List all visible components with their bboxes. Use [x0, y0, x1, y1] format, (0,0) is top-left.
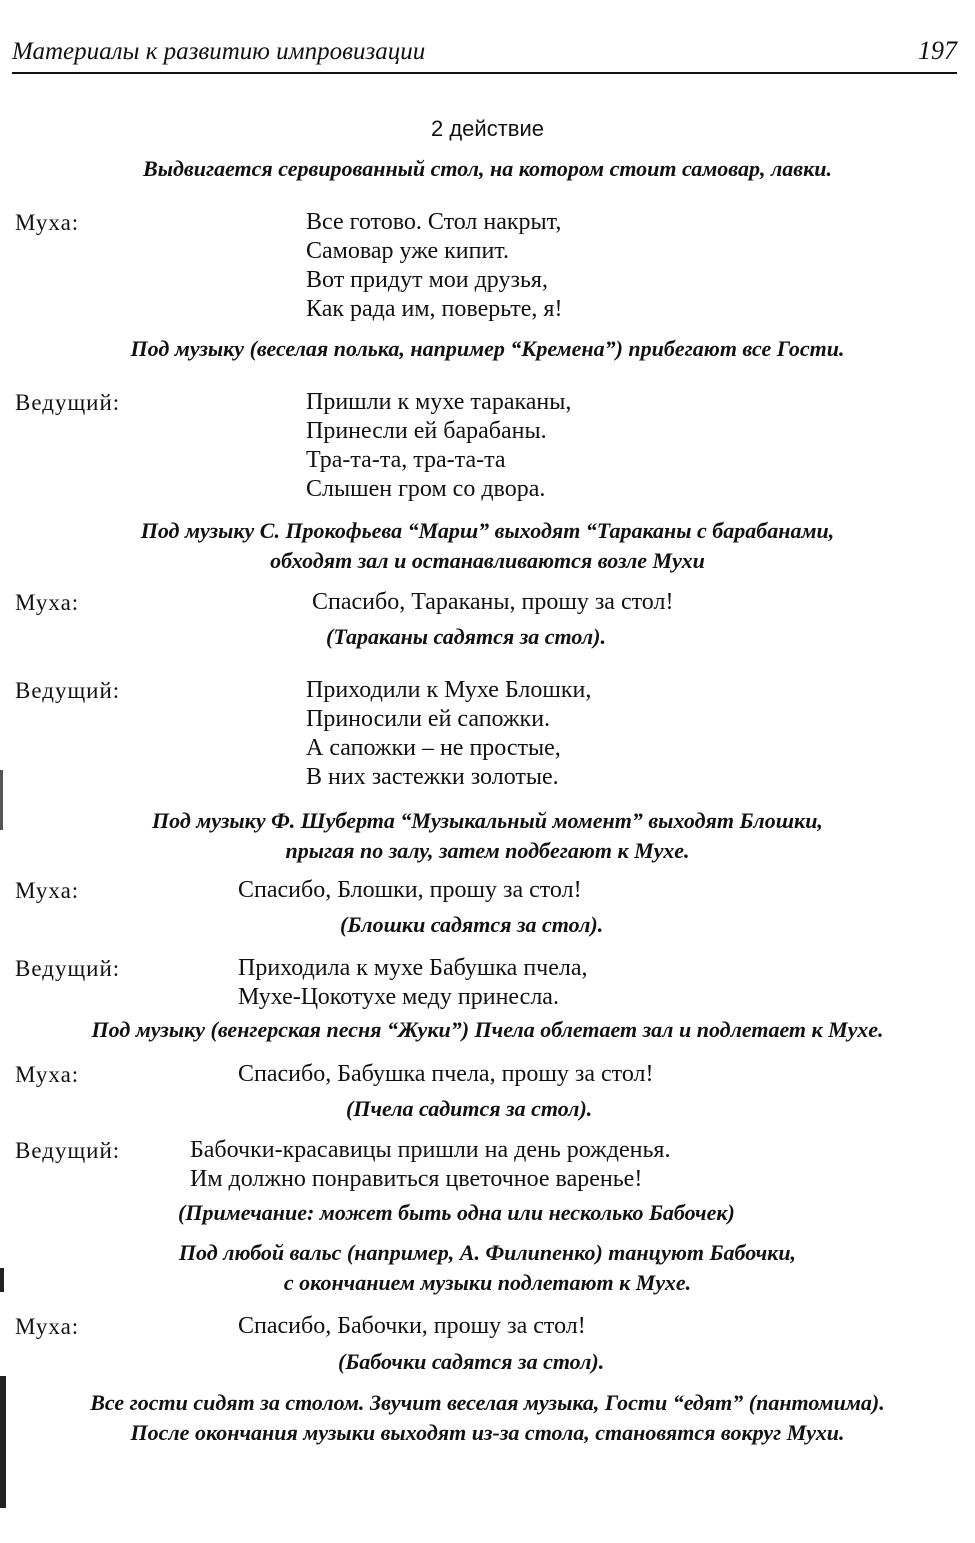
speaker-label: Муха:: [15, 590, 80, 615]
verse-line: А сапожки – не простые,: [306, 735, 561, 761]
verse-line: Пришли к мухе тараканы,: [306, 389, 572, 415]
speaker-label: Ведущий:: [15, 678, 121, 703]
speaker-label: Муха:: [15, 210, 80, 235]
verse-line: Как рада им, поверьте, я!: [306, 296, 563, 322]
speaker-label: Муха:: [15, 1062, 80, 1087]
stage-note: (Бабочки садятся за стол).: [338, 1349, 605, 1374]
verse-line: Принесли ей барабаны.: [306, 418, 547, 444]
running-title: Материалы к развитию импровизации: [12, 38, 426, 65]
direction-line: Под музыку С. Прокофьева “Марш” выходят “Тараканы с барабанами,: [140, 518, 835, 543]
verse-block: [306, 388, 571, 504]
verse-line: Вот придут мои друзья,: [306, 267, 548, 293]
scan-edge-mark: [0, 1376, 6, 1508]
stage-direction: [0, 1015, 975, 1045]
direction-line: обходят зал и останавливаются возле Мухи: [270, 548, 705, 573]
direction-line: Под музыку Ф. Шуберта “Музыкальный момент” выходят Блошки,: [152, 808, 823, 833]
verse-line: Приходила к мухе Бабушка пчела,: [238, 955, 588, 981]
stage-note: (Примечание: может быть одна или несколько Бабочек): [178, 1200, 735, 1225]
stage-direction: [0, 516, 975, 576]
verse-line: Мухе-Цокотухе меду принесла.: [238, 984, 559, 1010]
verse-line: Спасибо, Блошки, прошу за стол!: [238, 877, 582, 903]
speaker-label: Ведущий:: [15, 1138, 121, 1163]
direction-line: Все гости сидят за столом. Звучит веселая музыка, Гости “едят” (пантомима).: [90, 1390, 885, 1415]
speaker-label: Муха:: [15, 878, 80, 903]
verse-block: [306, 676, 591, 792]
verse-line: Самовар уже кипит.: [306, 238, 509, 264]
speaker-label: Ведущий:: [15, 956, 121, 981]
speaker-label: Муха:: [15, 1314, 80, 1339]
verse-line: Тра-та-та, тра-та-та: [306, 447, 506, 473]
verse-line: Все готово. Стол накрыт,: [306, 209, 562, 235]
stage-direction: [0, 806, 975, 866]
verse-block: [306, 208, 562, 324]
stage-note: (Тараканы садятся за стол).: [326, 624, 606, 649]
stage-direction: [0, 334, 975, 364]
verse-line: Спасибо, Бабочки, прошу за стол!: [238, 1313, 586, 1339]
direction-line: Под музыку (венгерская песня “Жуки”) Пчела облетает зал и подлетает к Мухе.: [91, 1017, 884, 1042]
page-number: 197: [918, 36, 957, 65]
verse-line: В них застежки золотые.: [306, 764, 559, 790]
stage-note: (Пчела садится за стол).: [346, 1096, 593, 1121]
verse-line: Приходили к Мухе Блошки,: [306, 677, 592, 703]
verse-line: Приносили ей сапожки.: [306, 706, 551, 732]
scan-edge-mark: [0, 1268, 4, 1292]
verse-line: Спасибо, Тараканы, прошу за стол!: [312, 589, 674, 615]
stage-direction: [0, 1388, 975, 1448]
direction-line: с окончанием музыки подлетают к Мухе.: [283, 1270, 692, 1295]
speaker-label: Ведущий:: [15, 390, 121, 415]
verse-line: Бабочки-красавицы пришли на день рожденья.: [190, 1137, 671, 1163]
running-header: [12, 36, 957, 74]
direction-line: прыгая по залу, затем подбегают к Мухе.: [285, 838, 690, 863]
scan-edge-mark: [0, 770, 3, 830]
direction-line: Под любой вальс (например, А. Филипенко) танцуют Бабочки,: [178, 1240, 797, 1265]
scene-title: 2 действие: [431, 116, 544, 141]
verse-line: Спасибо, Бабушка пчела, прошу за стол!: [238, 1061, 654, 1087]
verse-block: [190, 1136, 670, 1194]
direction-line: Под музыку (веселая полька, например “Кремена”) прибегают все Гости.: [130, 336, 845, 361]
verse-line: Им должно понравиться цветочное варенье!: [190, 1166, 643, 1192]
direction-line: После окончания музыки выходят из-за стола, становятся вокруг Мухи.: [130, 1420, 845, 1445]
stage-direction: [0, 154, 975, 184]
direction-line: Выдвигается сервированный стол, на котором стоит самовар, лавки.: [143, 156, 832, 181]
stage-note: (Блошки садятся за стол).: [340, 912, 604, 937]
verse-line: Слышен гром со двора.: [306, 476, 546, 502]
verse-block: [238, 954, 588, 1012]
stage-direction: [0, 1238, 975, 1298]
